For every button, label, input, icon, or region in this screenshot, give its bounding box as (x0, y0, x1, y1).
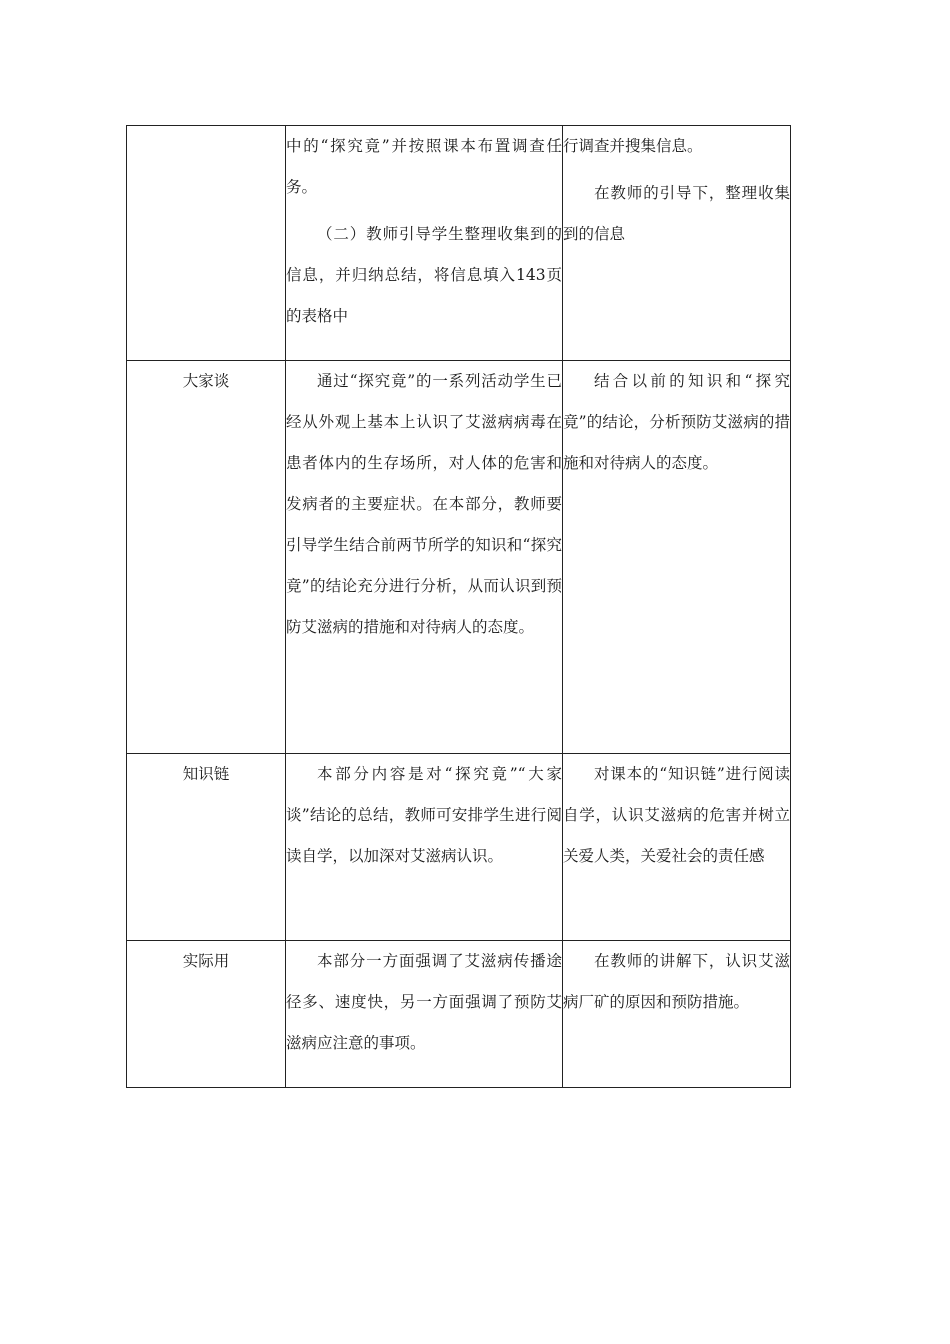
stage-label-cell (127, 126, 286, 361)
student-paragraph: 在教师的引导下，整理收集到的信息 (563, 184, 790, 243)
teacher-paragraph: 通过“探究竟”的一系列活动学生已经从外观上基本上认识了艾滋病病毒在患者体内的生存场所，对人体的危害和发病者的主要症状。在本部分，教师要引导学生结合前两节所学的知识和“探究竟”的结论充分进行分析，从而认识到预防艾滋病的措施和对待病人的态度。 (286, 372, 562, 636)
student-activity-cell (563, 754, 791, 941)
student-paragraph: 对课本的“知识链”进行阅读自学，认识艾滋病的危害并树立关爱人类，关爱社会的责任感 (563, 765, 790, 865)
student-paragraph: 行调查并搜集信息。 (563, 137, 703, 155)
student-paragraph: 结合以前的知识和“探究竟”的结论，分析预防艾滋病的措施和对待病人的态度。 (563, 372, 790, 472)
teacher-activity-cell (286, 126, 563, 361)
stage-label-cell: 实际用 (127, 941, 286, 1088)
stage-label-cell: 大家谈 (127, 361, 286, 754)
teacher-activity-cell (286, 361, 563, 754)
table-row (127, 126, 791, 361)
table-row (127, 361, 791, 754)
table-row (127, 941, 791, 1088)
teacher-paragraph: （二）教师引导学生整理收集到的信息，并归纳总结，将信息填入143页的表格中 (286, 225, 562, 325)
student-paragraph: 在教师的讲解下，认识艾滋病厂矿的原因和预防措施。 (563, 952, 790, 1011)
teacher-activity-cell (286, 941, 563, 1088)
teacher-paragraph: 中的“探究竟”并按照课本布置调查任务。 (286, 137, 562, 196)
student-activity-cell (563, 361, 791, 754)
lesson-plan-table (126, 125, 791, 1088)
teacher-paragraph: 本部分内容是对“探究竟”“大家谈”结论的总结，教师可安排学生进行阅读自学，以加深对艾滋病认识。 (286, 765, 562, 865)
table-row (127, 754, 791, 941)
teacher-activity-cell (286, 754, 563, 941)
student-activity-cell (563, 941, 791, 1088)
teacher-paragraph: 本部分一方面强调了艾滋病传播途径多、速度快，另一方面强调了预防艾滋病应注意的事项。 (286, 952, 562, 1052)
stage-label-cell: 知识链 (127, 754, 286, 941)
student-activity-cell (563, 126, 791, 361)
